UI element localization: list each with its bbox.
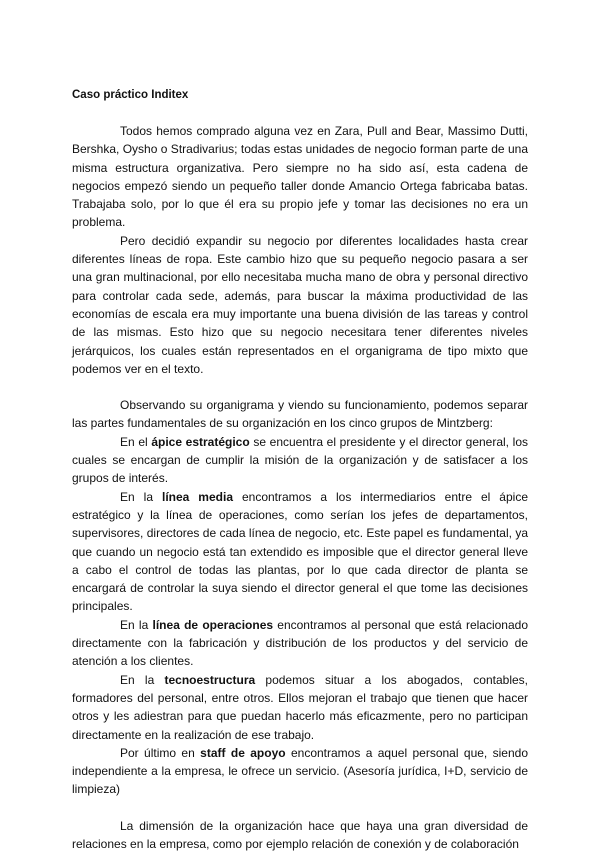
term-linea-operaciones: línea de operaciones	[152, 617, 274, 632]
paragraph-lead: Por último en	[120, 745, 201, 760]
paragraph-lead: En la	[120, 617, 153, 632]
paragraph-spacer	[72, 378, 528, 396]
paragraph-rest: encontramos al personal que está relacionado directamente con la fabricación y distribución de los productos y del servicio de atención a los clientes.	[72, 617, 528, 669]
paragraph-organigrama: Observando su organigrama y viendo su funcionamiento, podemos separar las partes fundamentales de su organización en los cinco grupos de Mintzberg:	[72, 398, 528, 431]
paragraph-intro: Todos hemos comprado alguna vez en Zara, Pull and Bear, Massimo Dutti, Bershka, Oysho o Stradivarius; todas estas unidades de negocio forman parte de una misma estructura organizativa. Pero siempre no ha sido así, esta cadena de negocios empezó siendo un pequeño taller donde Amancio Ortega fabricaba batas. Trabajaba solo, por lo que él era su propio jefe y tomar las decisiones no era un problema.	[72, 124, 528, 230]
paragraph-lead: En la	[120, 672, 165, 687]
paragraph-apice-estrategico	[72, 433, 528, 488]
paragraph-spacer	[72, 799, 528, 817]
paragraph-lead: En la	[120, 489, 162, 504]
document-title: Caso práctico Inditex	[72, 89, 189, 101]
term-staff-apoyo: staff de apoyo	[200, 745, 286, 760]
paragraph-expansion: Pero decidió expandir su negocio por diferentes localidades hasta crear diferentes líneas de ropa. Este cambio hizo que su pequeño negocio pasara a ser una gran multinacional, por ello necesitaba mucha mano de obra y personal directivo para controlar cada sede, además, para buscar la máxima productividad de las economías de escala era muy importante una buena división de las tareas y control de las mismas. Esto hizo que su negocio necesitara tener diferentes niveles jerárquicos, los cuales están representados en el organigrama de tipo mixto que podemos ver en el texto.	[72, 233, 528, 376]
paragraph-staff-apoyo	[72, 744, 528, 799]
paragraph-dimension: La dimensión de la organización hace que haya una gran diversidad de relaciones en la empresa, como por ejemplo relación de conexión y de colaboración	[72, 818, 528, 851]
paragraph-linea-operaciones	[72, 616, 528, 671]
paragraph-rest: encontramos a los intermediarios entre el ápice estratégico y la línea de operaciones, como serían los jefes de departamentos, supervisores, directores de cada línea de negocio, etc. Este papel es fundamental, ya que cuando un negocio está tan extendido es imposible que el director general lleve a cabo el control de todas las plantas, por lo que cada director de planta se encargará de controlar la suya siendo el director general el que tome las decisiones principales.	[72, 489, 528, 614]
term-apice-estrategico: ápice estratégico	[151, 434, 250, 449]
paragraph-linea-media	[72, 488, 528, 616]
document-body	[72, 86, 528, 853]
paragraph-tecnoestructura	[72, 671, 528, 744]
paragraph-rest: se encuentra el presidente y el director general, los cuales se encargan de cumplir la misión de la organización y de satisfacer a los grupos de interés.	[72, 434, 529, 486]
paragraph-rest: encontramos a aquel personal que, siendo independiente a la empresa, le ofrece un servicio. (Asesoría jurídica, I+D, servicio de limpieza)	[72, 745, 528, 797]
paragraph-lead: En el	[120, 434, 152, 449]
term-tecnoestructura: tecnoestructura	[164, 672, 256, 687]
paragraph-rest: podemos situar a los abogados, contables, formadores del personal, entre otros. Ellos mejoran el trabajo que tienen que hacer otros y les adiestran para que puedan hacerlo más eficazmente, pero no participan directamente en la realización de ese trabajo.	[72, 672, 528, 742]
term-linea-media: línea media	[161, 489, 233, 504]
